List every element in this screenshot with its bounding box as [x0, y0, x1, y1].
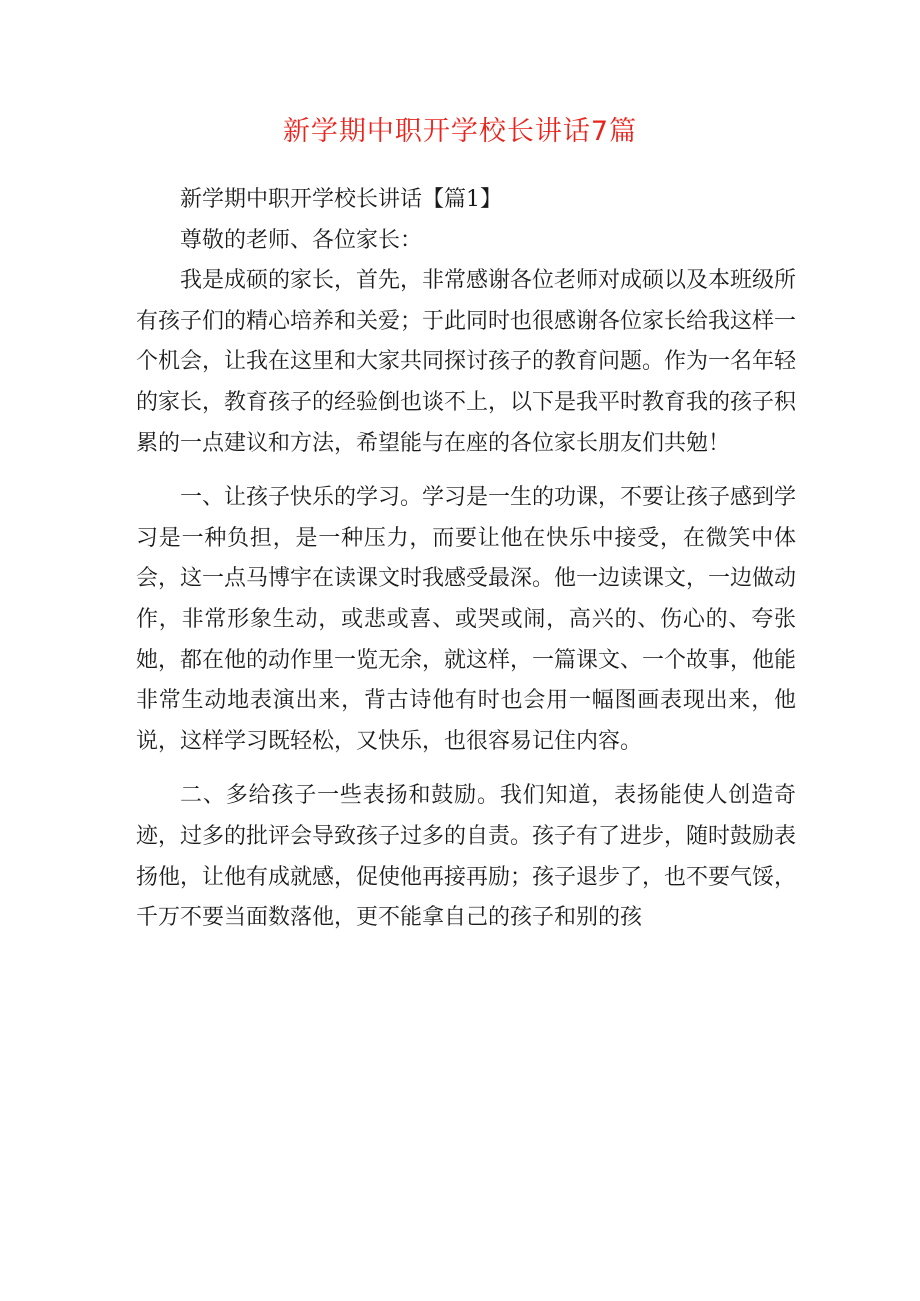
document-body [136, 180, 796, 939]
paragraph-intro: 我是成硕的家长，首先，非常感谢各位老师对成硕以及本班级所有孩子们的精心培养和关爱；于此同时也很感谢各位家长给我这样一个机会，让我在这里和大家共同探讨孩子的教育问题。作为一名年轻的家长，教育孩子的经验倒也谈不上，以下是我平时教育我的孩子积累的一点建议和方法，希望能与在座的各位家长朋友们共勉！ [136, 268, 797, 456]
section-heading: 新学期中职开学校长讲话【篇1】 [180, 187, 502, 212]
paragraph-point-1: 一、让孩子快乐的学习。学习是一生的功课，不要让孩子感到学习是一种负担，是一种压力，而要让他在快乐中接受，在微笑中体会，这一点马博宇在读课文时我感受最深。他一边读课文，一边做动作，非常形象生动，或悲或喜、或哭或闹，高兴的、伤心的、夸张她，都在他的动作里一览无余，就这样，一篇课文、一个故事，他能非常生动地表演出来，背古诗他有时也会用一幅图画表现出来，他说，这样学习既轻松，又快乐，也很容易记住内容。 [136, 485, 797, 754]
paragraph-point-2: 二、多给孩子一些表扬和鼓励。我们知道，表扬能使人创造奇迹，过多的批评会导致孩子过多的自责。孩子有了进步，随时鼓励表扬他，让他有成就感，促使他再接再励；孩子退步了，也不要气馁，千万不要当面数落他，更不能拿自己的孩子和别的孩 [136, 783, 797, 931]
salutation: 尊敬的老师、各位家长： [180, 227, 423, 253]
document-title: 新学期中职开学校长讲话7篇 [282, 116, 638, 147]
